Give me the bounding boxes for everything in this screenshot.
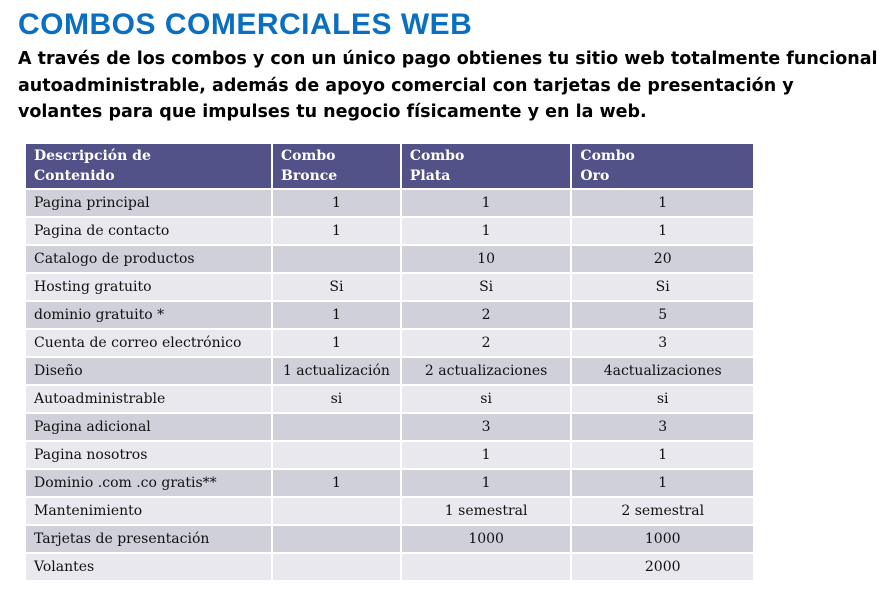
row-description: Dominio .com .co gratis** xyxy=(25,469,272,497)
table-row xyxy=(25,413,754,441)
column-header-line: Contenido xyxy=(34,168,115,184)
cell-bronce xyxy=(272,441,401,469)
table-row xyxy=(25,273,754,301)
table-row xyxy=(25,217,754,245)
cell-bronce xyxy=(272,413,401,441)
row-description: Volantes xyxy=(25,553,272,581)
column-header-line: Plata xyxy=(409,168,451,184)
row-description: Catalogo de productos xyxy=(25,245,272,273)
cell-oro: 1 xyxy=(571,469,754,497)
cell-oro: Si xyxy=(571,273,754,301)
table-row xyxy=(25,497,754,525)
column-header-line: Descripción de xyxy=(34,148,151,164)
row-description: Diseño xyxy=(25,357,272,385)
cell-oro: 1 xyxy=(571,217,754,245)
combos-table xyxy=(24,142,755,582)
table-row xyxy=(25,525,754,553)
cell-bronce: 1 xyxy=(272,329,401,357)
table-row xyxy=(25,189,754,217)
cell-oro: 1 xyxy=(571,441,754,469)
table-body xyxy=(25,189,754,581)
table-row xyxy=(25,357,754,385)
cell-plata: 3 xyxy=(401,413,572,441)
cell-plata: 1 xyxy=(401,441,572,469)
intro-text: A través de los combos y con un único pago obtienes tu sitio web totalmente funcional autoadministrable, además de apoyo comercial con tarjetas de presentación y volantes para que impulses tu negocio físicamente y en la web. xyxy=(18,49,878,122)
column-header-line: Combo xyxy=(281,148,336,164)
column-header-oro xyxy=(571,143,754,189)
cell-bronce: si xyxy=(272,385,401,413)
cell-oro: 5 xyxy=(571,301,754,329)
row-description: Pagina de contacto xyxy=(25,217,272,245)
column-header-bronce xyxy=(272,143,401,189)
column-header-line: Combo xyxy=(580,148,635,164)
cell-oro: 2 semestral xyxy=(571,497,754,525)
cell-bronce: 1 xyxy=(272,301,401,329)
cell-plata: 1 semestral xyxy=(401,497,572,525)
cell-plata: 2 actualizaciones xyxy=(401,357,572,385)
cell-bronce xyxy=(272,245,401,273)
cell-plata: Si xyxy=(401,273,572,301)
cell-oro: si xyxy=(571,385,754,413)
cell-oro: 1000 xyxy=(571,525,754,553)
column-header-line: Combo xyxy=(409,148,465,164)
table-row xyxy=(25,329,754,357)
row-description: Autoadministrable xyxy=(25,385,272,413)
table-row xyxy=(25,301,754,329)
table-row xyxy=(25,469,754,497)
cell-oro: 4actualizaciones xyxy=(571,357,754,385)
column-header-description xyxy=(25,143,272,189)
cell-bronce: 1 xyxy=(272,469,401,497)
cell-plata: si xyxy=(401,385,572,413)
row-description: Tarjetas de presentación xyxy=(25,525,272,553)
cell-plata: 1 xyxy=(401,217,572,245)
table-row xyxy=(25,553,754,581)
cell-bronce xyxy=(272,497,401,525)
cell-oro: 3 xyxy=(571,329,754,357)
cell-oro: 1 xyxy=(571,189,754,217)
table-row xyxy=(25,441,754,469)
row-description: Mantenimiento xyxy=(25,497,272,525)
row-description: dominio gratuito * xyxy=(25,301,272,329)
cell-oro: 2000 xyxy=(571,553,754,581)
cell-plata xyxy=(401,553,572,581)
cell-oro: 20 xyxy=(571,245,754,273)
cell-bronce: 1 actualización xyxy=(272,357,401,385)
table-row xyxy=(25,385,754,413)
cell-plata: 1000 xyxy=(401,525,572,553)
column-header-line: Oro xyxy=(580,168,610,184)
cell-bronce xyxy=(272,553,401,581)
column-header-line: Bronce xyxy=(281,168,338,184)
row-description: Pagina adicional xyxy=(25,413,272,441)
cell-plata: 1 xyxy=(401,469,572,497)
cell-bronce: Si xyxy=(272,273,401,301)
cell-plata: 1 xyxy=(401,189,572,217)
row-description: Cuenta de correo electrónico xyxy=(25,329,272,357)
table-header-row xyxy=(25,143,754,189)
row-description: Pagina principal xyxy=(25,189,272,217)
cell-plata: 2 xyxy=(401,329,572,357)
table-row xyxy=(25,245,754,273)
column-header-plata xyxy=(401,143,572,189)
cell-bronce: 1 xyxy=(272,189,401,217)
cell-oro: 3 xyxy=(571,413,754,441)
cell-plata: 10 xyxy=(401,245,572,273)
cell-plata: 2 xyxy=(401,301,572,329)
cell-bronce: 1 xyxy=(272,217,401,245)
row-description: Pagina nosotros xyxy=(25,441,272,469)
cell-bronce xyxy=(272,525,401,553)
page-title: COMBOS COMERCIALES WEB xyxy=(18,8,473,41)
row-description: Hosting gratuito xyxy=(25,273,272,301)
